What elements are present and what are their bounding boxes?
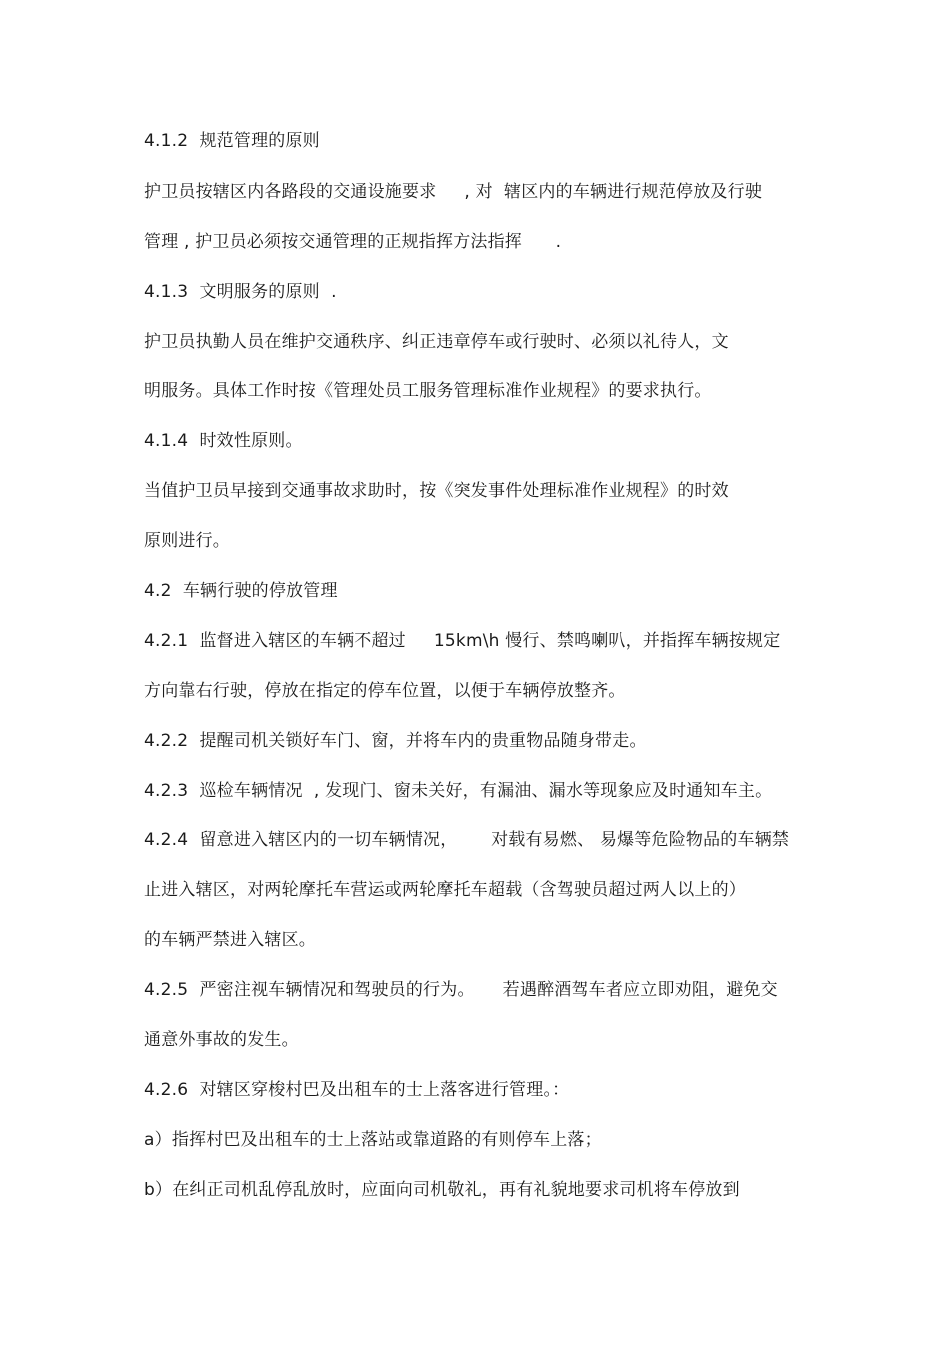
sub-item-a: a）指挥村巴及出租车的士上落站或靠道路的有则停车上落； <box>144 1130 602 1150</box>
paragraph-line: 管理 , 护卫员必须按交通管理的正规指挥方法指挥 . <box>144 232 562 252</box>
item-4-2-4: 4.2.4 留意进入辖区内的一切车辆情况， 对载有易燃、 易爆等危险物品的车辆禁 <box>144 830 790 850</box>
paragraph-line: 方向靠右行驶，停放在指定的停车位置，以便于车辆停放整齐。 <box>144 681 626 701</box>
sub-item-b: b）在纠正司机乱停乱放时，应面向司机敬礼，再有礼貌地要求司机将车停放到 <box>144 1180 740 1200</box>
item-4-2-6: 4.2.6 对辖区穿梭村巴及出租车的士上落客进行管理。： <box>144 1080 570 1100</box>
heading-4-1-4: 4.1.4 时效性原则。 <box>144 431 303 451</box>
heading-4-2: 4.2 车辆行驶的停放管理 <box>144 581 338 601</box>
item-4-2-5: 4.2.5 严密注视车辆情况和驾驶员的行为。 若遇醉酒驾车者应立即劝阻，避免交 <box>144 980 778 1000</box>
paragraph-line: 护卫员按辖区内各路段的交通设施要求 , 对 辖区内的车辆进行规范停放及行驶 <box>144 182 763 202</box>
item-4-2-2: 4.2.2 提醒司机关锁好车门、窗，并将车内的贵重物品随身带走。 <box>144 731 647 751</box>
paragraph-line: 当值护卫员早接到交通事故求助时，按《突发事件处理标准作业规程》的时效 <box>144 481 729 501</box>
paragraph-line: 止进入辖区，对两轮摩托车营运或两轮摩托车超载（含驾驶员超过两人以上的） <box>144 880 746 900</box>
paragraph-line: 原则进行。 <box>144 531 230 551</box>
item-4-2-1: 4.2.1 监督进入辖区的车辆不超过 15km\h 慢行、禁鸣喇叭，并指挥车辆按规定 <box>144 631 781 651</box>
heading-4-1-3: 4.1.3 文明服务的原则 . <box>144 282 337 302</box>
paragraph-line: 的车辆严禁进入辖区。 <box>144 930 316 950</box>
paragraph-line: 护卫员执勤人员在维护交通秩序、纠正违章停车或行驶时、必须以礼待人，文 <box>144 332 729 352</box>
paragraph-line: 明服务。具体工作时按《管理处员工服务管理标准作业规程》的要求执行。 <box>144 381 712 401</box>
paragraph-line: 通意外事故的发生。 <box>144 1030 299 1050</box>
heading-4-1-2: 4.1.2 规范管理的原则 <box>144 131 320 151</box>
item-4-2-3: 4.2.3 巡检车辆情况 , 发现门、窗未关好，有漏油、漏水等现象应及时通知车主。 <box>144 781 773 801</box>
